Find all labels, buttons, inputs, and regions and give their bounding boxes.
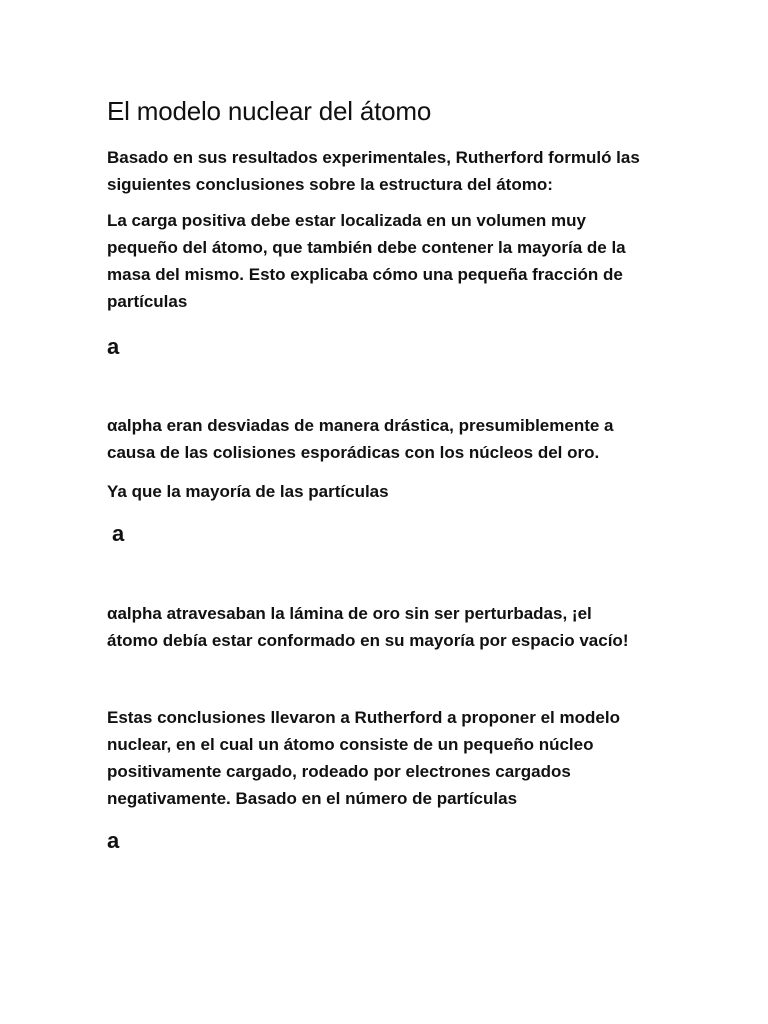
document-title: El modelo nuclear del átomo bbox=[107, 96, 432, 126]
paragraph-nuclear-model: Estas conclusiones llevaron a Rutherford a proponer el modelo nuclear, en el cual un átomo consiste de un pequeño núcleo positivamente cargado, rodeado por electrones cargados negativamente. Basado en el número de partículas bbox=[107, 708, 620, 808]
paragraph-empty-space: αalpha atravesaban la lámina de oro sin ser perturbadas, ¡el átomo debía estar conformado en su mayoría por espacio vacío! bbox=[107, 604, 629, 650]
alpha-symbol-3: a bbox=[107, 828, 120, 853]
paragraph-majority: Ya que la mayoría de las partículas bbox=[107, 482, 389, 501]
paragraph-positive-charge: La carga positiva debe estar localizada en un volumen muy pequeño del átomo, que también debe contener la mayoría de la masa del mismo. Esto explicaba cómo una pequeña fracción de partículas bbox=[107, 211, 626, 311]
paragraph-deflection: αalpha eran desviadas de manera drástica, presumiblemente a causa de las colisiones esporádicas con los núcleos del oro. bbox=[107, 416, 614, 462]
alpha-symbol-2: a bbox=[112, 521, 125, 546]
alpha-symbol-1: a bbox=[107, 334, 120, 359]
paragraph-intro: Basado en sus resultados experimentales, Rutherford formuló las siguientes conclusiones sobre la estructura del átomo: bbox=[107, 148, 640, 194]
